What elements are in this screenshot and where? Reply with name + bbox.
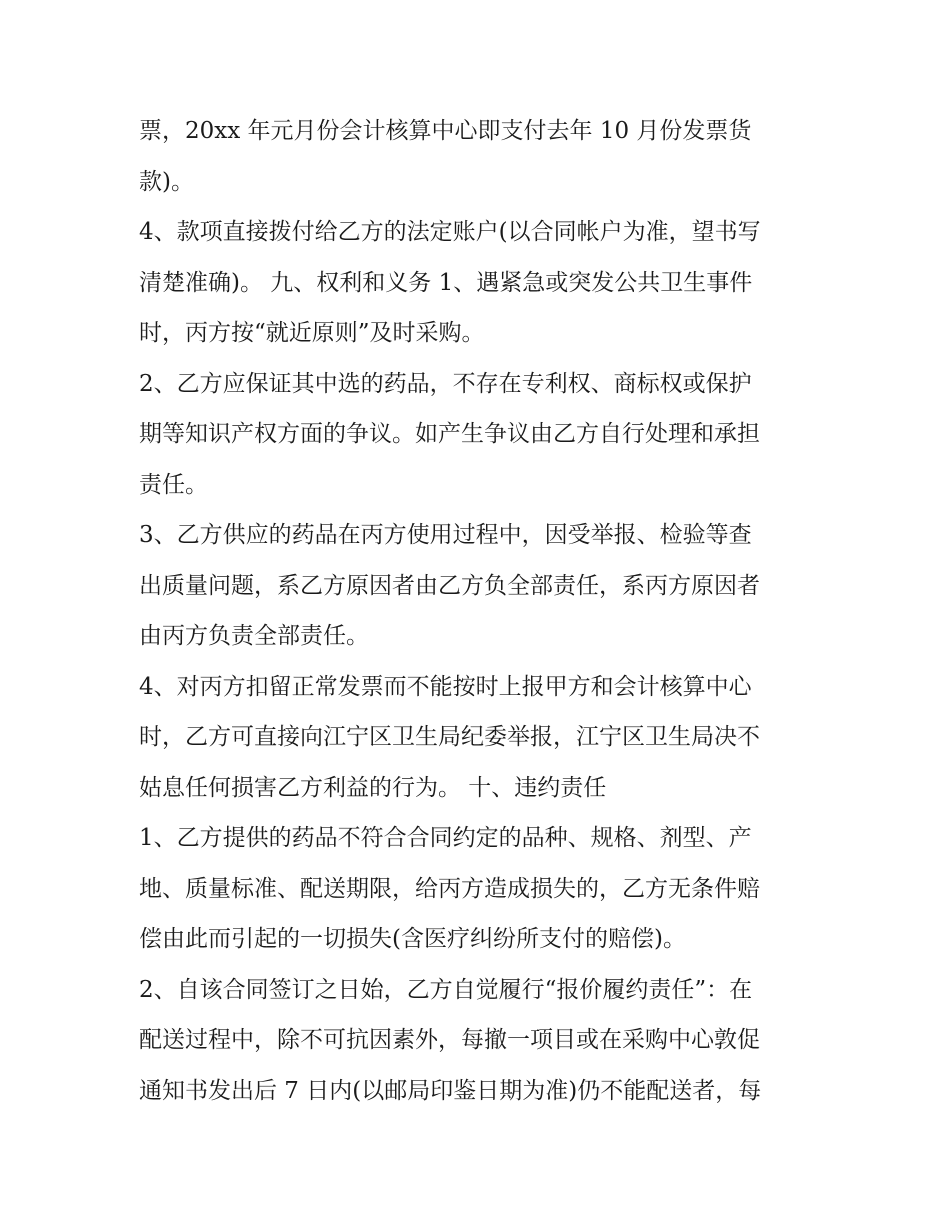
text-line: 地、质量标准、配送期限，给丙方造成损失的，乙方无条件赔 <box>139 875 760 902</box>
text-line: 期等知识产权方面的争议。如产生争议由乙方自行处理和承担 <box>139 421 760 447</box>
text-line: 配送过程中，除不可抗因素外，每撤一项目或在采购中心敦促 <box>139 1027 760 1053</box>
text-line: 票，20xx 年元月份会计核算中心即支付去年 10 月份发票货 <box>139 118 752 144</box>
text-line: 3、乙方供应的药品在丙方使用过程中，因受举报、检验等查 <box>139 522 752 548</box>
text-line: 4、对丙方扣留正常发票而不能按时上报甲方和会计核算中心 <box>139 673 752 700</box>
text-line: 通知书发出后 7 日内(以邮局印鉴日期为准)仍不能配送者，每 <box>139 1077 762 1104</box>
text-line: 2、自该合同签订之日始，乙方自觉履行“报价履约责任”：在 <box>139 976 753 1003</box>
text-line: 姑息任何损害乙方利益的行为。 十、违约责任 <box>139 774 607 801</box>
text-line: 责任。 <box>139 471 208 498</box>
text-line: 由丙方负责全部责任。 <box>139 623 369 649</box>
text-line: 出质量问题，系乙方原因者由乙方负全部责任，系丙方原因者 <box>139 572 760 599</box>
text-line: 时，丙方按“就近原则”及时采购。 <box>139 320 485 346</box>
contract-text-body <box>139 106 819 1116</box>
text-line: 款)。 <box>139 168 194 195</box>
text-line: 1、乙方提供的药品不符合合同约定的品种、规格、剂型、产 <box>139 825 752 851</box>
text-line: 4、款项直接拨付给乙方的法定账户(以合同帐户为准，望书写 <box>139 219 761 245</box>
text-line: 时，乙方可直接向江宁区卫生局纪委举报，江宁区卫生局决不 <box>139 724 760 750</box>
text-line: 清楚准确)。 九、权利和义务 1、遇紧急或突发公共卫生事件 <box>139 269 753 296</box>
text-line: 偿由此而引起的一切损失(含医疗纠纷所支付的赔偿)。 <box>139 926 686 952</box>
text-line: 2、乙方应保证其中选的药品，不存在专利权、商标权或保护 <box>139 370 752 397</box>
